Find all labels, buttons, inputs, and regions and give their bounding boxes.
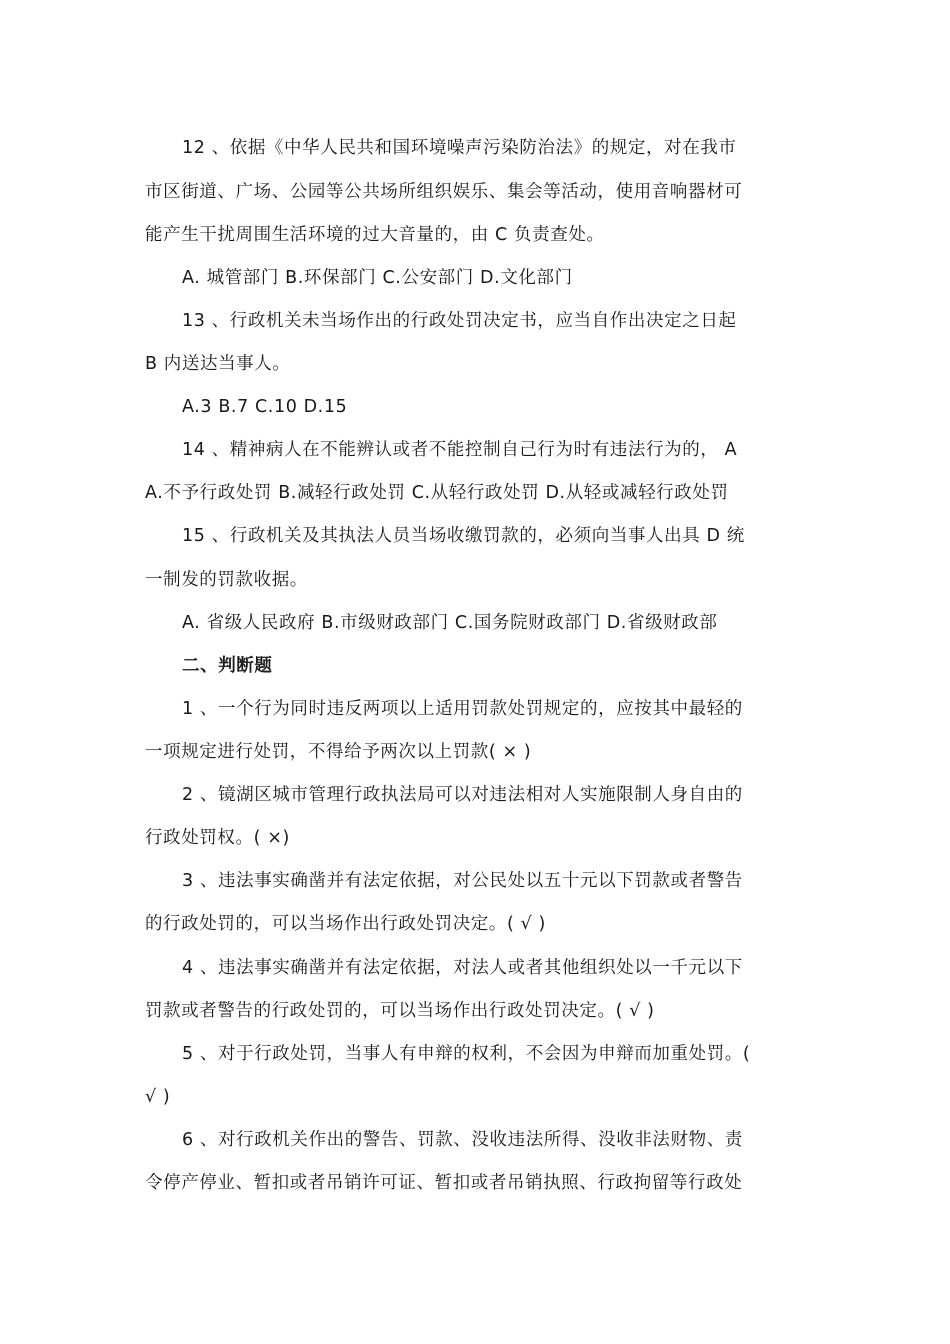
tf6-line-2: 令停产停业、暂扣或者吊销许可证、暂扣或者吊销执照、行政拘留等行政处 [145,1173,743,1193]
q15-line-1: 15 、行政机关及其执法人员当场收缴罚款的，必须向当事人出具 D 统 [182,526,745,546]
q14-line-1: 14 、精神病人在不能辨认或者不能控制自己行为时有违法行为的， A [182,440,738,460]
q12-options: A. 城管部门 B.环保部门 C.公安部门 D.文化部门 [182,268,573,288]
tf2-line-1: 2 、镜湖区城市管理行政执法局可以对违法相对人实施限制人身自由的 [182,785,743,805]
q13-line-1: 13 、行政机关未当场作出的行政处罚决定书，应当自作出决定之日起 [182,311,737,331]
q14-options: A.不予行政处罚 B.减轻行政处罚 C.从轻行政处罚 D.从轻或减轻行政处罚 [145,483,729,503]
tf4-line-1: 4 、违法事实确凿并有法定依据，对法人或者其他组织处以一千元以下 [182,958,743,978]
q13-options: A.3 B.7 C.10 D.15 [182,397,348,417]
q12-line-1: 12 、依据《中华人民共和国环境噪声污染防治法》的规定，对在我市 [182,138,737,158]
tf5-line-1: 5 、对于行政处罚，当事人有申辩的权利，不会因为申辩而加重处罚。( [182,1044,751,1064]
tf5-line-2: √ ) [145,1087,171,1107]
section-heading: 二、判断题 [182,656,273,676]
tf6-line-1: 6 、对行政机关作出的警告、罚款、没收违法所得、没收非法财物、责 [182,1130,743,1150]
tf2-line-2: 行政处罚权。( ×) [145,828,290,848]
tf1-line-2: 一项规定进行处罚，不得给予两次以上罚款( × ) [145,742,532,762]
tf4-line-2: 罚款或者警告的行政处罚的，可以当场作出行政处罚决定。( √ ) [145,1001,655,1021]
q13-line-2: B 内送达当事人。 [145,354,291,374]
q12-line-2: 市区街道、广场、公园等公共场所组织娱乐、集会等活动，使用音响器材可 [145,182,743,202]
q15-line-2: 一制发的罚款收据。 [145,570,308,590]
tf1-line-1: 1 、一个行为同时违反两项以上适用罚款处罚规定的，应按其中最轻的 [182,699,743,719]
q15-options: A. 省级人民政府 B.市级财政部门 C.国务院财政部门 D.省级财政部 [182,613,718,633]
tf3-line-1: 3 、违法事实确凿并有法定依据，对公民处以五十元以下罚款或者警告 [182,871,743,891]
tf3-line-2: 的行政处罚的，可以当场作出行政处罚决定。( √ ) [145,914,546,934]
q12-line-3: 能产生干扰周围生活环境的过大音量的，由 C 负责查处。 [145,225,605,245]
